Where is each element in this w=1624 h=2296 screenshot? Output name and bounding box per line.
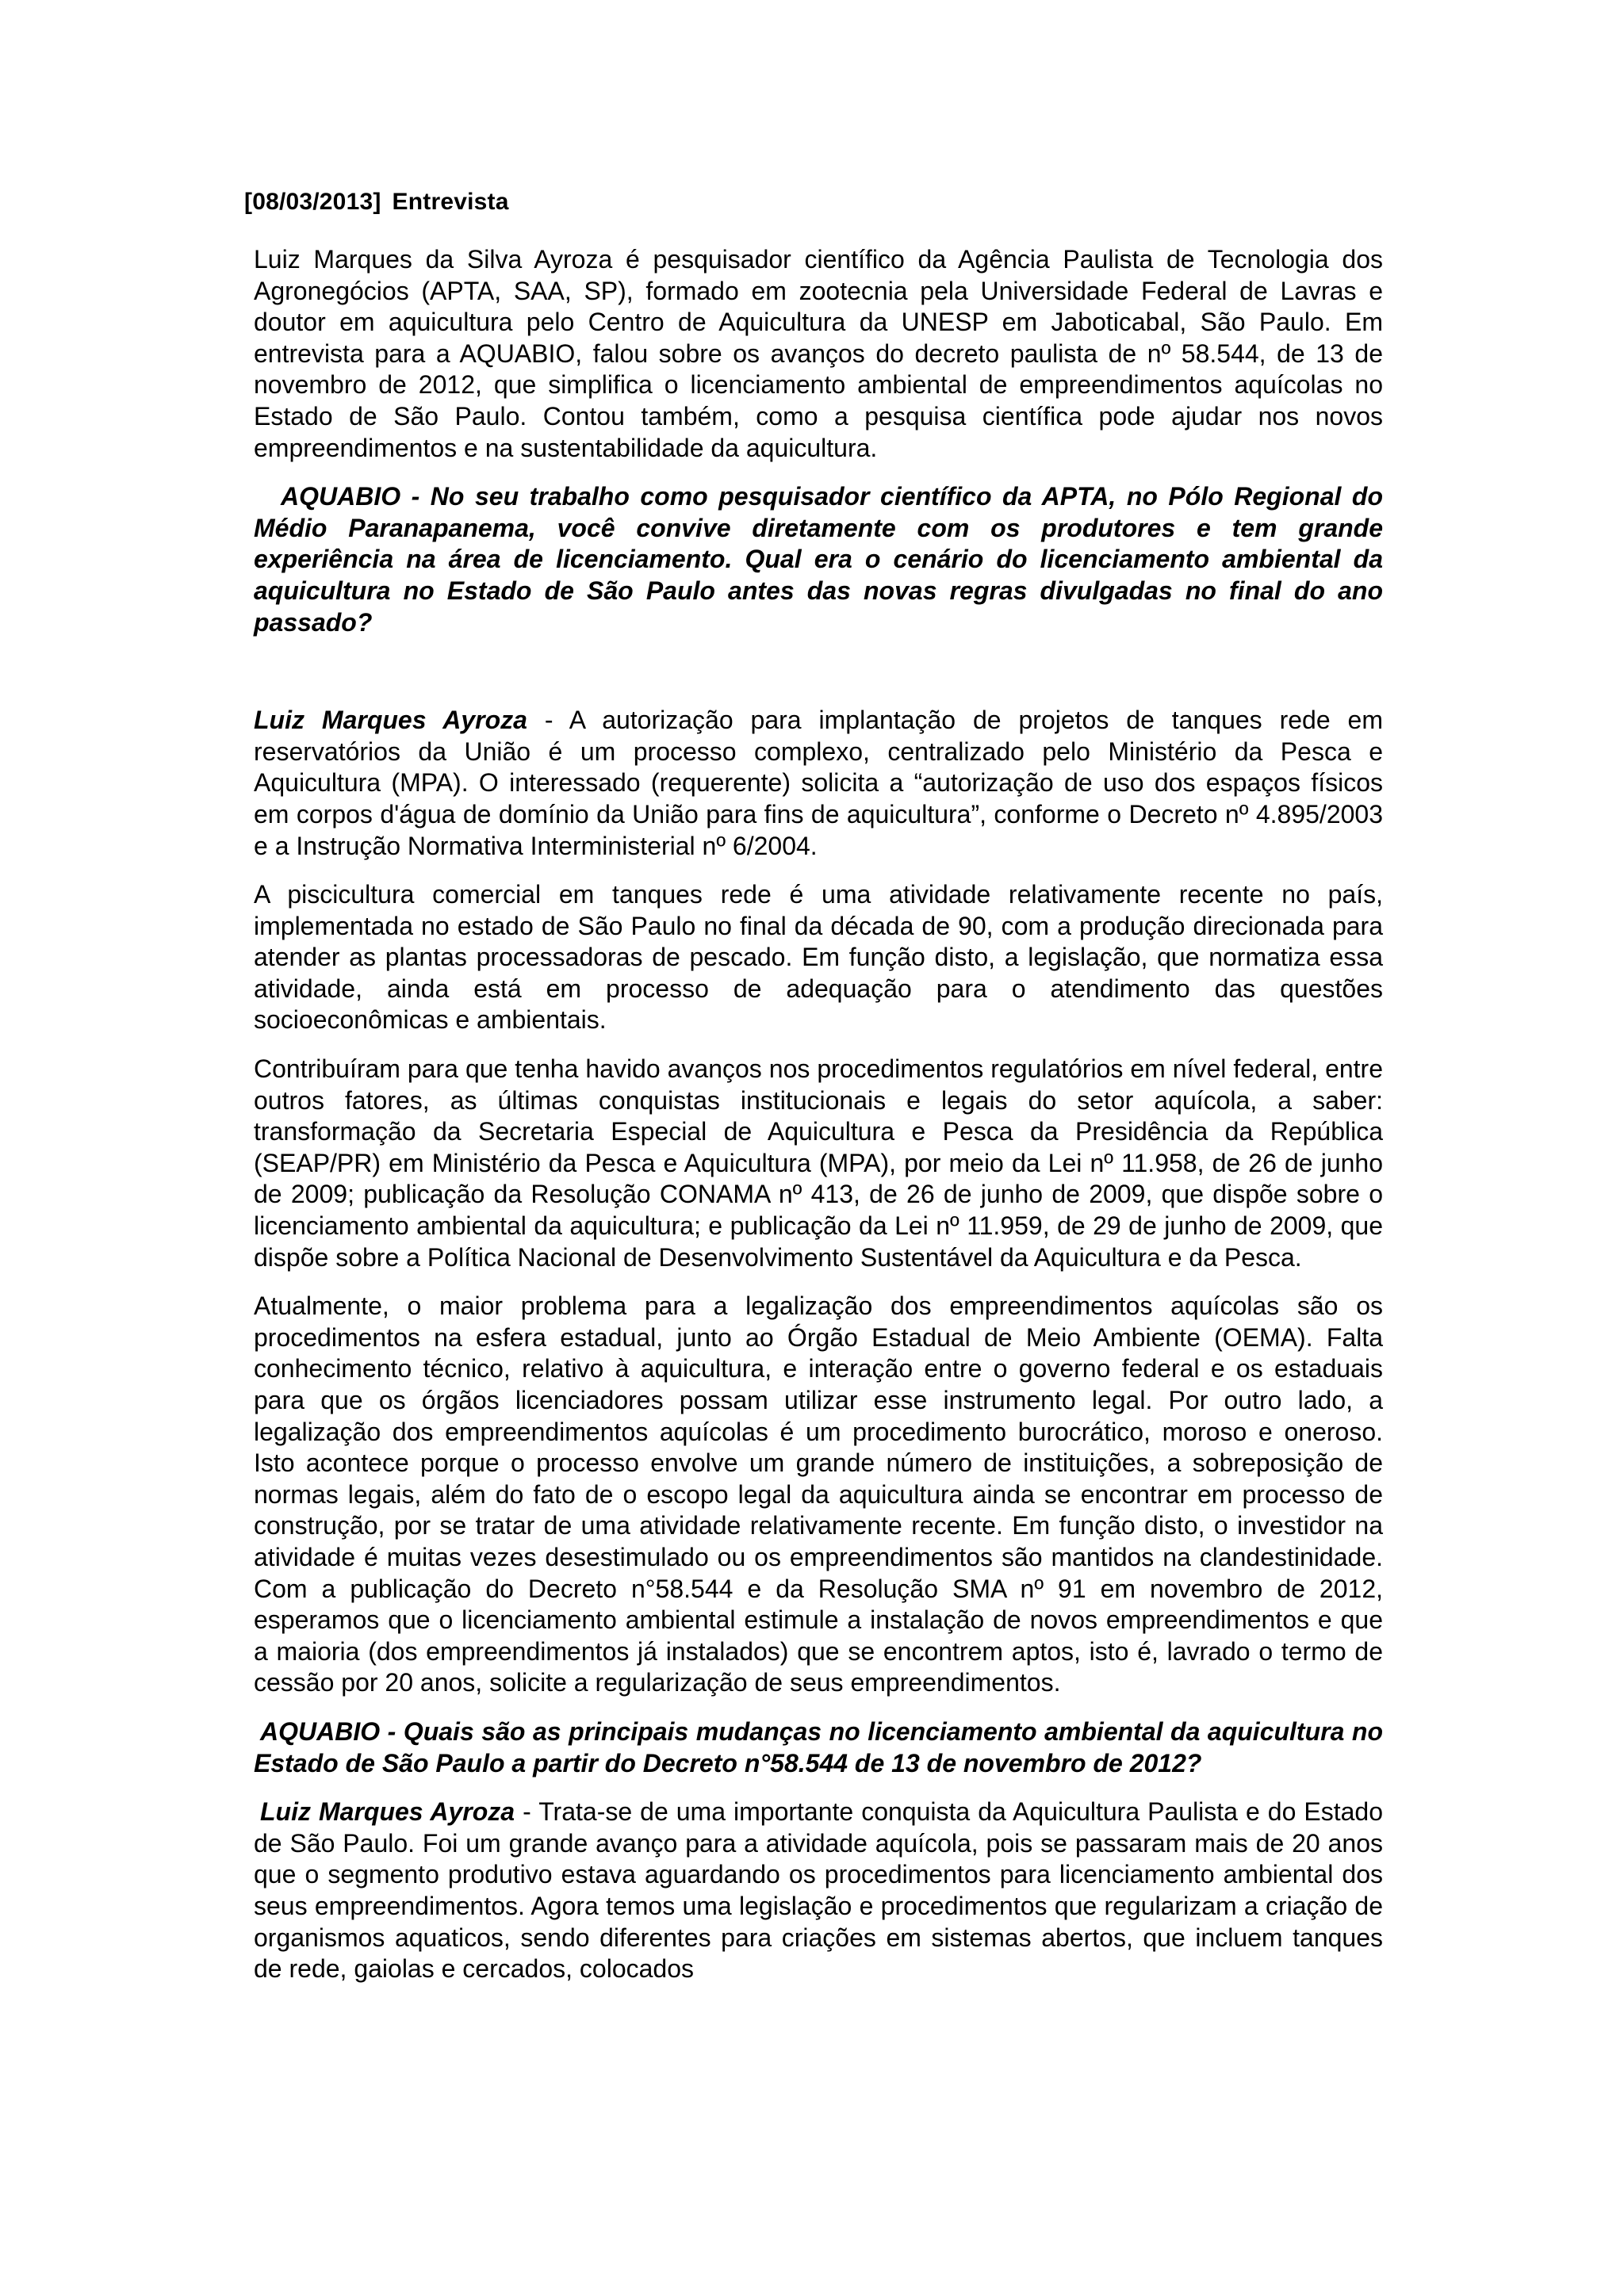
answer-1-text: - A autorização para implantação de projetos de tanques rede em reservatórios da União é um processo complexo, centralizado pelo Ministério da Pesca e Aquicultura (MPA). O interessado (requerente) solicita a “autorização de uso dos espaços físicos em corpos d'água de domínio da União para fins de aquicultura”, conforme o Decreto nº 4.895/2003 e a Instrução Normativa Interministerial nº 6/2004. [254, 706, 1384, 860]
answer-1-paragraph-2: A piscicultura comercial em tanques rede é uma atividade relativamente recente no país, implementada no estado de São Paulo no final da década de 90, com a produção direcionada para atender as plantas processadoras de pescado. Em função disto, a legislação, que normatiza essa atividade, ainda está em processo de adequação para o atendimento das questões socioeconômicas e ambientais. [254, 880, 1383, 1035]
question-1 [254, 481, 1383, 638]
answer-2-text: - Trata-se de uma importante conquista da Aquicultura Paulista e do Estado de São Paulo. Foi um grande avanço para a atividade aquícola, pois se passaram mais de 20 anos que o segmento produtivo estava aguardando os procedimentos para licenciamento ambiental dos seus empreendimentos. Agora temos uma legislação e procedimentos que regularizam a criação de organismos aquaticos, sendo diferentes para criações em sistemas abertos, que incluem tanques de rede, gaiolas e cercados, colocados [254, 1797, 1384, 1984]
article-date: [08/03/2013] [244, 189, 381, 215]
answer-1-paragraph-1 [254, 705, 1383, 862]
question-2 [254, 1716, 1383, 1779]
answer-2-speaker: Luiz Marques Ayroza [260, 1797, 515, 1827]
answer-1-paragraph-3: Contribuíram para que tenha havido avanços nos procedimentos regulatórios em nível federal, entre outros fatores, as últimas conquistas institucionais e legais do setor aquícola, a saber: transformação da Secretaria Especial de Aquicultura e Pesca da Presidência da República (SEAP/PR) em Ministério da Pesca e Aquicultura (MPA), por meio da Lei nº 11.958, de 26 de junho de 2009; publicação da Resolução CONAMA nº 413, de 26 de junho de 2009, que dispõe sobre o licenciamento ambiental da aquicultura; e publicação da Lei nº 11.959, de 29 de junho de 2009, que dispõe sobre a Política Nacional de Desenvolvimento Sustentável da Aquicultura e da Pesca. [254, 1054, 1383, 1272]
answer-1-speaker: Luiz Marques Ayroza [254, 706, 527, 735]
article-body [254, 244, 1383, 1985]
question-2-text: AQUABIO - Quais são as principais mudanças no licenciamento ambiental da aquicultura no Estado de São Paulo a partir do Decreto n°58.544 de 13 de novembro de 2012? [254, 1716, 1383, 1777]
dateline [244, 189, 509, 216]
intro-paragraph: Luiz Marques da Silva Ayroza é pesquisador científico da Agência Paulista de Tecnologia dos Agronegócios (APTA, SAA, SP), formado em zootecnia pela Universidade Federal de Lavras e doutor em aquicultura pelo Centro de Aquicultura da UNESP em Jaboticabal, São Paulo. Em entrevista para a AQUABIO, falou sobre os avanços do decreto paulista de nº 58.544, de 13 de novembro de 2012, que simplifica o licenciamento ambiental de empreendimentos aquícolas no Estado de São Paulo. Contou também, como a pesquisa científica pode ajudar nos novos empreendimentos e na sustentabilidade da aquicultura. [254, 245, 1383, 462]
answer-2-paragraph-1 [254, 1797, 1383, 1985]
answer-1-paragraph-4: Atualmente, o maior problema para a legalização dos empreendimentos aquícolas são os procedimentos na esfera estadual, junto ao Órgão Estadual de Meio Ambiente (OEMA). Falta conhecimento técnico, relativo à aquicultura, e interação entre o governo federal e os estaduais para que os órgãos licenciadores possam utilizar esse instrumento legal. Por outro lado, a legalização dos empreendimentos aquícolas é um procedimento burocrático, moroso e oneroso. Isto acontece porque o processo envolve um grande número de instituições, a sobreposição de normas legais, além do fato de o escopo legal da aquicultura ainda se encontrar em processo de construção, por se tratar de uma atividade relativamente recente. Em função disto, o investidor na atividade é muitas vezes desestimulado ou os empreendimentos são mantidos na clandestinidade. Com a publicação do Decreto n°58.544 e da Resolução SMA nº 91 em novembro de 2012, esperamos que o licenciamento ambiental estimule a instalação de novos empreendimentos e que a maioria (dos empreendimentos já instalados) que se encontrem aptos, isto é, lavrado o termo de cessão por 20 anos, solicite a regularização de seus empreendimentos. [254, 1292, 1383, 1697]
question-1-text: AQUABIO - No seu trabalho como pesquisador científico da APTA, no Pólo Regional do Médio Paranapanema, você convive diretamente com os produtores e tem grande experiência na área de licenciamento. Qual era o cenário do licenciamento ambiental da aquicultura no Estado de São Paulo antes das novas regras divulgadas no final do ano passado? [254, 482, 1383, 637]
article-section: Entrevista [392, 189, 509, 215]
